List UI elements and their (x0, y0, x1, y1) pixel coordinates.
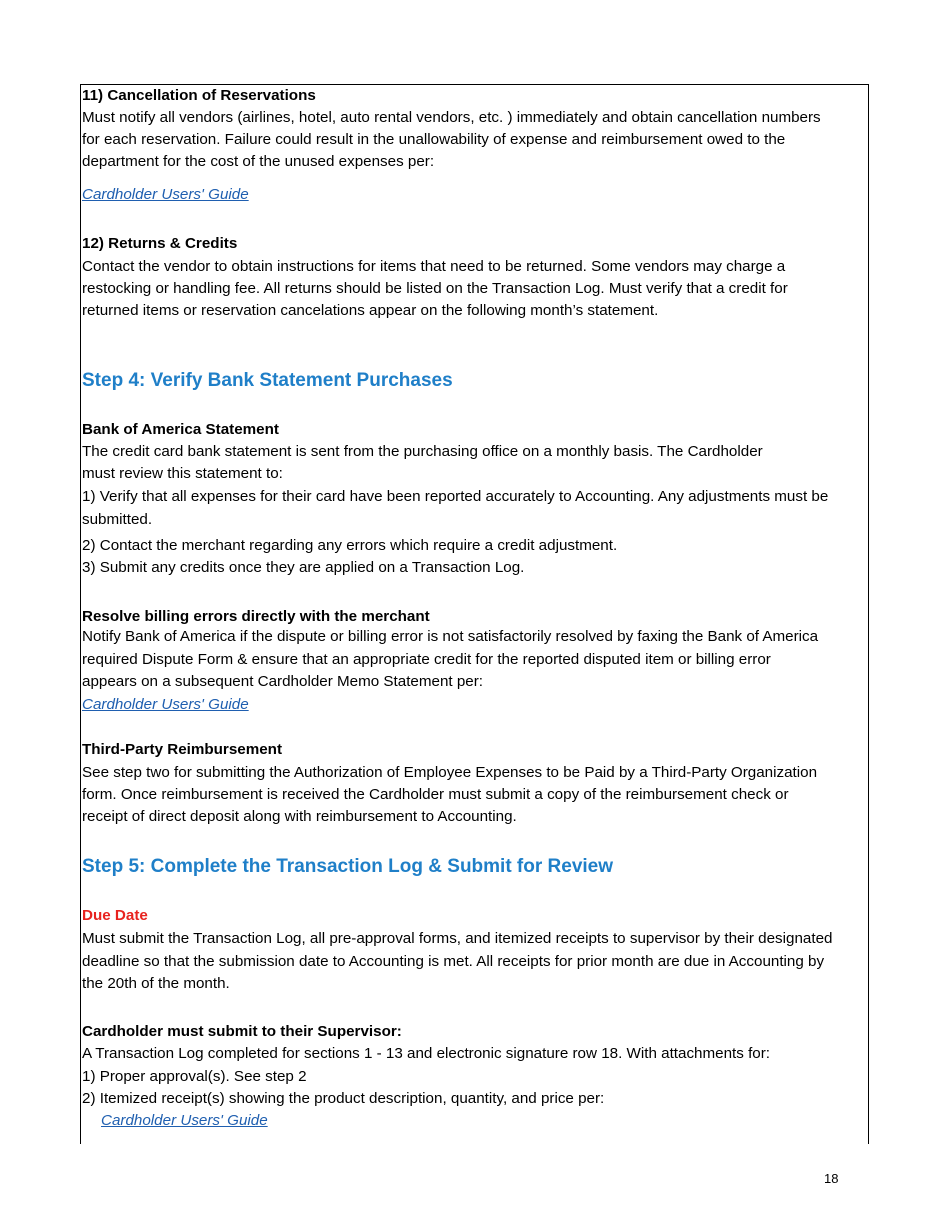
section-12-title: 12) Returns & Credits (82, 235, 238, 252)
supervisor-text-line: 1) Proper approval(s). See step 2 (82, 1068, 307, 1085)
cardholder-guide-link[interactable]: Cardholder Users' Guide (82, 186, 249, 203)
third-party-text-line: receipt of direct deposit along with reimbursement to Accounting. (82, 808, 517, 825)
billing-text-line: appears on a subsequent Cardholder Memo Statement per: (82, 673, 484, 690)
billing-errors-title: Resolve billing errors directly with the merchant (82, 608, 430, 625)
due-date-text-line: the 20th of the month. (82, 975, 230, 992)
boa-text-line: must review this statement to: (82, 465, 283, 482)
boa-text-line: 1) Verify that all expenses for their card have been reported accurately to Accounting. Any adjustments must be (82, 488, 829, 505)
cardholder-guide-link[interactable]: Cardholder Users' Guide (101, 1112, 268, 1129)
due-date-text-line: Must submit the Transaction Log, all pre-approval forms, and itemized receipts to supervisor by their designated (82, 930, 833, 947)
section-12-text-line: Contact the vendor to obtain instructions for items that need to be returned. Some vendors may charge a (82, 258, 786, 275)
section-12-text-line: returned items or reservation cancelations appear on the following month’s statement. (82, 302, 659, 319)
boa-text-line: The credit card bank statement is sent from the purchasing office on a monthly basis. The Cardholder (82, 443, 763, 460)
section-11-text-line: for each reservation. Failure could result in the unallowability of expense and reimbursement owed to the (82, 131, 786, 148)
supervisor-submit-title: Cardholder must submit to their Supervisor: (82, 1023, 402, 1040)
billing-text-line: required Dispute Form & ensure that an appropriate credit for the reported disputed item or billing error (82, 651, 771, 668)
due-date-title: Due Date (82, 907, 148, 924)
boa-text-line: 2) Contact the merchant regarding any errors which require a credit adjustment. (82, 537, 618, 554)
third-party-text-line: form. Once reimbursement is received the Cardholder must submit a copy of the reimbursement check or (82, 786, 789, 803)
boa-text-line: submitted. (82, 511, 153, 528)
due-date-text-line: deadline so that the submission date to Accounting is met. All receipts for prior month are due in Accounting by (82, 953, 825, 970)
section-11-title: 11) Cancellation of Reservations (82, 87, 316, 104)
boa-statement-title: Bank of America Statement (82, 421, 279, 438)
third-party-title: Third-Party Reimbursement (82, 741, 283, 758)
section-11-text-line: department for the cost of the unused expenses per: (82, 153, 435, 170)
boa-text-line: 3) Submit any credits once they are applied on a Transaction Log. (82, 559, 525, 576)
billing-text-line: Notify Bank of America if the dispute or billing error is not satisfactorily resolved by faxing the Bank of America (82, 628, 819, 645)
page-number: 18 (824, 1171, 839, 1186)
step-5-heading: Step 5: Complete the Transaction Log & Submit for Review (82, 856, 614, 877)
section-12-text-line: restocking or handling fee. All returns should be listed on the Transaction Log. Must verify that a credit for (82, 280, 788, 297)
supervisor-text-line: A Transaction Log completed for sections 1 - 13 and electronic signature row 18. With attachments for: (82, 1045, 771, 1062)
supervisor-text-line: 2) Itemized receipt(s) showing the product description, quantity, and price per: (82, 1090, 605, 1107)
step-4-heading: Step 4: Verify Bank Statement Purchases (82, 370, 453, 391)
third-party-text-line: See step two for submitting the Authorization of Employee Expenses to be Paid by a Third-Party Organization (82, 764, 818, 781)
section-11-text-line: Must notify all vendors (airlines, hotel, auto rental vendors, etc. ) immediately and obtain cancellation numbers (82, 109, 821, 126)
cardholder-guide-link[interactable]: Cardholder Users' Guide (82, 696, 249, 713)
